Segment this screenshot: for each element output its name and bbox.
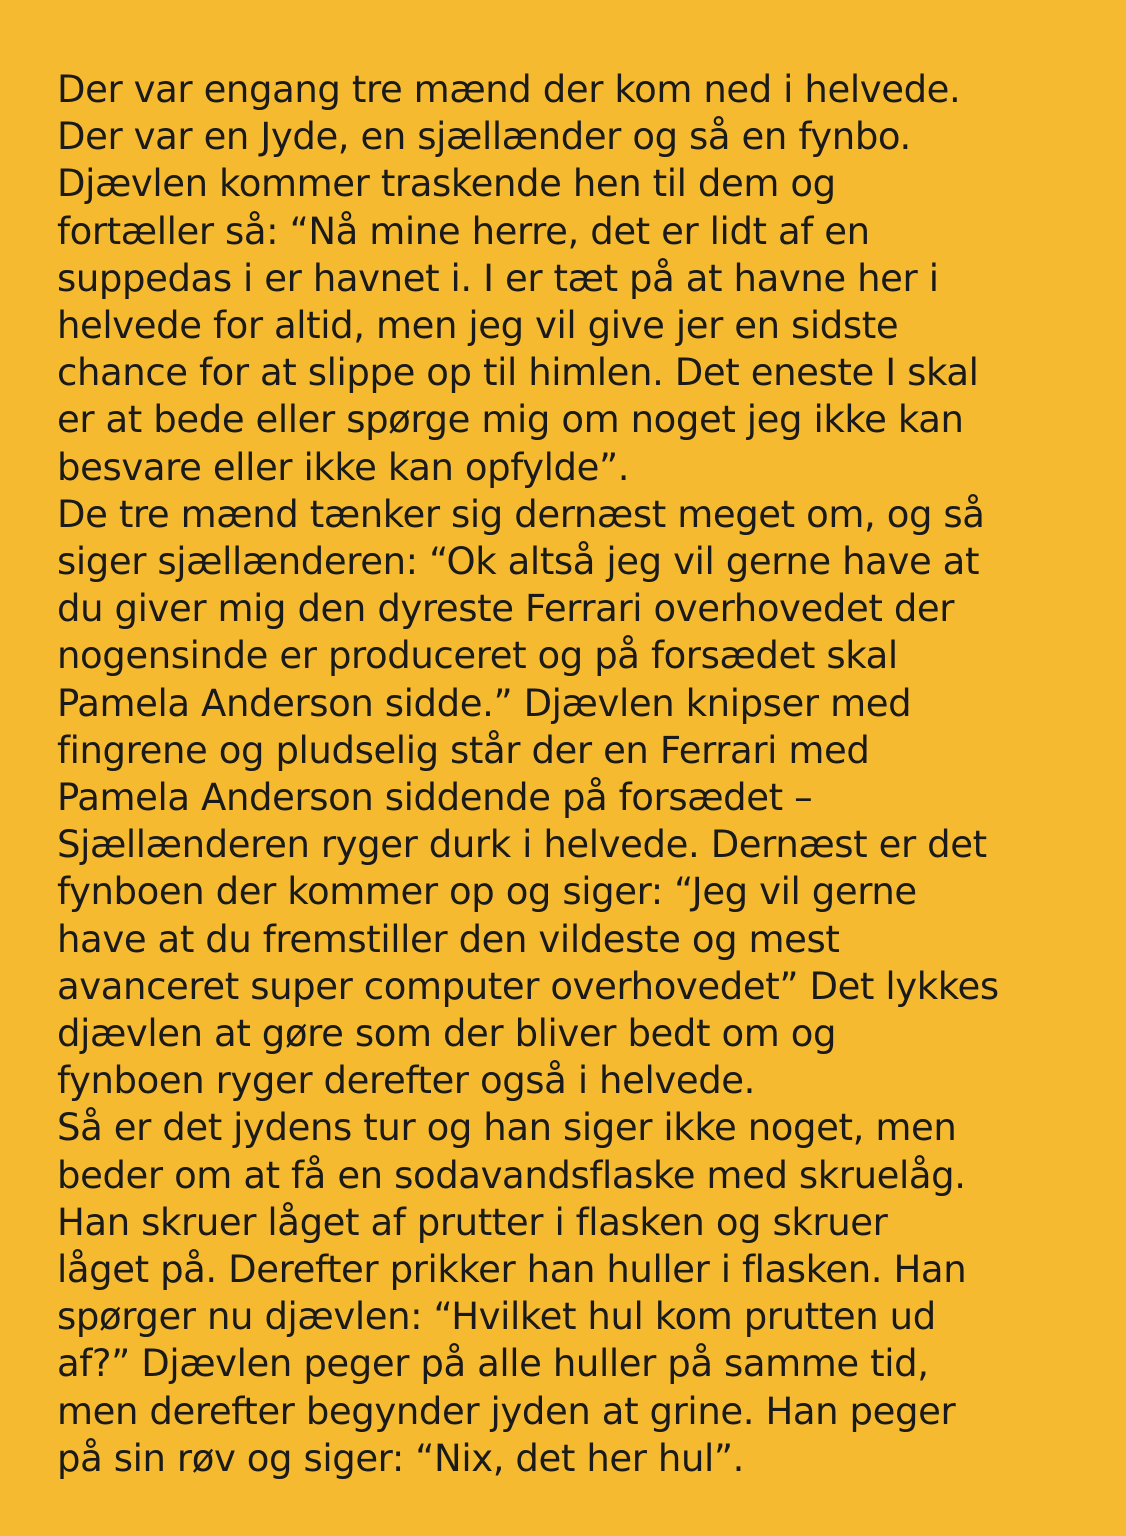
story-text: [57, 66, 1117, 1482]
story-paragraph-intro: Der var engang tre mænd der kom ned i helvede. Der var en Jyde, en sjællænder og så en fynbo. Djævlen kommer traskende hen til dem og fortæller så: “Nå mine herre, det er lidt af en suppedas i er havnet i. I er tæt på at havne her i helvede for altid, men jeg vil give jer en sidste chance for at slippe op til himlen. Det eneste I skal er at bede eller spørge mig om noget jeg ikke kan besvare eller ikke kan opfylde”.: [57, 68, 979, 489]
story-paragraph-wishes: De tre mænd tænker sig dernæst meget om, og så siger sjællænderen: “Ok altså jeg vil gerne have at du giver mig den dyreste Ferrari overhovedet der nogensinde er produceret og på forsædet skal Pamela Anderson sidde.” Djævlen knipser med fingrene og pludselig står der en Ferrari med Pamela Anderson siddende på forsædet – Sjællænderen ryger durk i helvede. Dernæst er det fynboen der kommer op og siger: “Jeg vil gerne have at du fremstiller den vildeste og mest avanceret super computer overhovedet” Det lykkes djævlen at gøre som der bliver bedt om og fynboen ryger derefter også i helvede.: [57, 492, 999, 1103]
story-paragraph-punchline: Så er det jydens tur og han siger ikke noget, men beder om at få en sodavandsflaske med skruelåg. Han skruer låget af prutter i flasken og skruer låget på. Derefter prikker han huller i flasken. Han spørger nu djævlen: “Hvilket hul kom prutten ud af?” Djævlen peger på alle huller på samme tid, men derefter begynder jyden at grine. Han peger på sin røv og siger: “Nix, det her hul”.: [57, 1106, 967, 1480]
